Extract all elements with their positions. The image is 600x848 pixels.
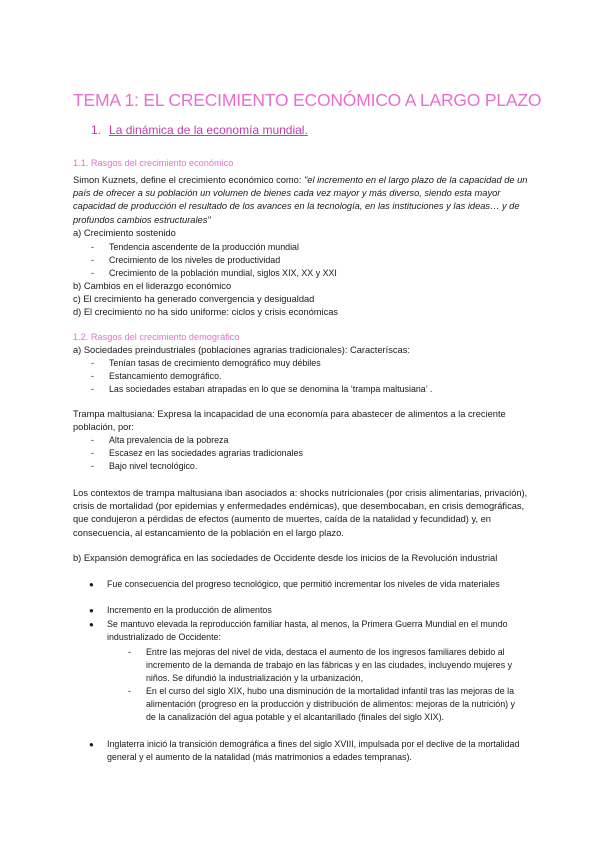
list-item: - Tenían tasas de crecimiento demográfico muy débiles (91, 358, 321, 368)
list-heading-a: a) Crecimiento sostenido (73, 228, 176, 238)
kuznets-definition (73, 174, 528, 227)
list-item: - Las sociedades estaban atrapadas en lo que se denomina la ‘trampa maltusiana’ . (91, 384, 433, 394)
kuznets-quote: "el incremento en el largo plazo de la capacidad de un país de ofrecer a su población un volumen de bienes cada vez mayor y más diverso, siendo esta mayor capacidad de producción el resultado de los avances en la tecnología, en las instituciones y las ideas… y de profundos cambios estructurales" (73, 175, 528, 225)
section-heading-1-2: 1.2. Rasgos del crecimiento demográfico (73, 332, 240, 342)
list-item: - Crecimiento de los niveles de productividad (91, 255, 281, 265)
list-item: ● Fue consecuencia del progreso tecnológico, que permitió incrementar los niveles de vida materiales (89, 579, 500, 589)
list-heading-b: b) Cambios en el liderazgo económico (73, 281, 232, 291)
section-subtitle (91, 123, 308, 137)
list-heading-c: c) El crecimiento ha generado convergencia y desigualdad (73, 294, 315, 304)
page-title: TEMA 1: EL CRECIMIENTO ECONÓMICO A LARGO PLAZO (73, 90, 542, 110)
list-item: - Estancamiento demográfico. (91, 371, 222, 381)
list-item: ● Incremento en la producción de alimentos (89, 605, 272, 615)
trap-definition: Trampa maltusiana: Expresa la incapacidad de una economía para abastecer de alimentos a la creciente población, por: (73, 409, 506, 433)
list-heading-a: a) Sociedades preindustriales (poblaciones agrarias tradicionales): Caracteríscas: (73, 345, 410, 355)
kuznets-intro: Simon Kuznets, define el crecimiento económico como: (73, 175, 304, 185)
sub-list-item: - En el curso del siglo XIX, hubo una disminución de la mortalidad infantil tras las mejoras de la alimentación (progreso en la producción y distribución de alimentos: mejoras de la nutrición) y de la canalización del agua potable y el alcantarillado (finales del siglo XIX). (128, 686, 515, 723)
sub-list-item: - Entre las mejoras del nivel de vida, destaca el aumento de los ingresos familiares debido al incremento de la demanda de trabajo en las fábricas y en las ciudades, incluyendo mujeres y niños. Se difundió la industrialización y la urbanización, (128, 647, 513, 684)
subtitle-number: 1. (91, 123, 102, 137)
list-item: - Crecimiento de la población mundial, siglos XIX, XX y XXI (91, 268, 337, 278)
list-item: - Escasez en las sociedades agrarias tradicionales (91, 448, 303, 458)
section-heading-1-1: 1.1. Rasgos del crecimiento económico (73, 158, 234, 168)
list-item: - Bajo nivel tecnológico. (91, 461, 198, 471)
list-item: ● Inglaterra inició la transición demográfica a fines del siglo XVIII, impulsada por el declive de la mortalidad general y el aumento de la natalidad (más matrimonios a edades tempranas). (89, 739, 520, 763)
subtitle-text: La dinámica de la economía mundial. (109, 123, 308, 137)
list-item: - Tendencia ascendente de la producción mundial (91, 242, 299, 252)
trap-contexts: Los contextos de trampa maltusiana iban asociados a: shocks nutricionales (por crisis alimentarias, privación), crisis de mortalidad (por epidemias y enfermedades endémicas), que desembocaban, en crisis demográficas, que condujeron a pérdidas de efectos (aumento de muertes, caída de la natalidad y fecundidad) y, en consecuencia, al estancamiento de la población en el largo plazo. (73, 488, 528, 538)
list-item: ● Se mantuvo elevada la reproducción familiar hasta, al menos, la Primera Guerra Mundial en el mundo industrializado de Occidente: (89, 619, 508, 643)
list-item: - Alta prevalencia de la pobreza (91, 435, 229, 445)
list-heading-d: d) El crecimiento no ha sido uniforme: ciclos y crisis económicas (73, 307, 339, 317)
list-heading-b-expansion: b) Expansión demográfica en las sociedades de Occidente desde los inicios de la Revolución industrial (73, 553, 498, 563)
